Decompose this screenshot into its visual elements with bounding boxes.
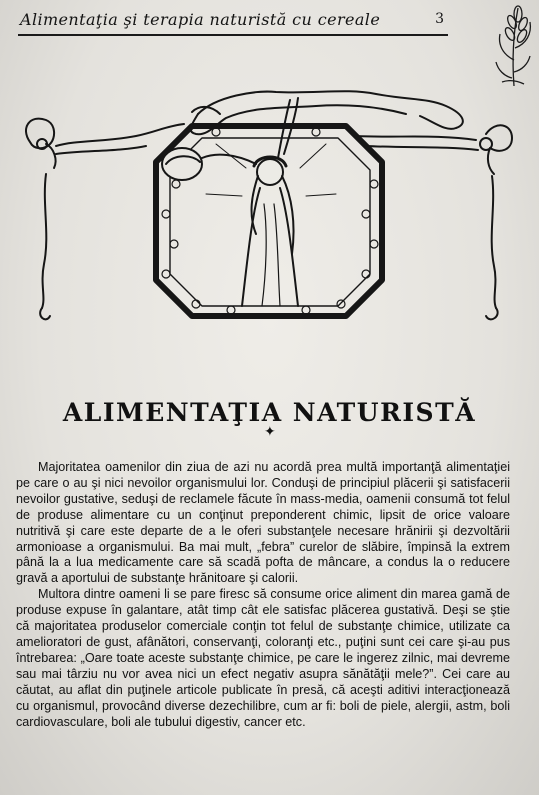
wheat-ear-icon [488, 0, 538, 88]
art-nouveau-illustration [16, 84, 521, 364]
page-header [18, 8, 448, 36]
title-ornament-icon: ✦ [264, 424, 276, 440]
paragraph: Majoritatea oamenilor din ziua de azi nu acordă prea multă importanţă alimentaţiei pe care o au şi nici nevoilor organismului lor. Conduşi de principiul plăcerii şi satisfacerii nevoilor gustative, seduşi de reclamele făcute în mass-media, oamenii consumă tot felul de produse alimentare cu un conţinut preponderent chimic, lipsit de orice valoare nutritivă şi care este departe de a le oferi substanţele necesare hrănirii şi dezvoltării armonioase a organismului. Ba mai mult, „febra” curelor de slăbire, împinsă la extrem până la a lua medicamente care să scadă pofta de mâncare, a condus la o reducere gravă a aportului de substanţe hrănitoare şi calorii. [16, 460, 510, 586]
chapter-title: ALIMENTAŢIA NATURISTĂ [62, 398, 477, 427]
body-text [16, 460, 510, 730]
page-number: 3 [435, 11, 444, 27]
paragraph: Multora dintre oameni li se pare firesc să consume orice aliment din marea gamă de produse expuse în galantare, atât timp cât ele satisfac plăcerea gustativă. Deşi se ştie că majoritatea produselor comerciale conţin tot felul de substanţe chimice, utilizate ca amelioratori de gust, afânători, conservanţi, coloranţi etc., puţini sunt cei care şi-au pus întrebarea: „Oare toate aceste substanţe chimice, pe care le ingerez zilnic, mai devreme sau mai târziu nu vor avea nici un efect negativ asupra sănătăţii mele?”. Cei care au căutat, au aflat din puţinele articole publicate în presă, că aceşti aditivi interacţionează cu organismul, provocând diverse dezechilibre, cum ar fi: boli de piele, alergii, astm, boli cardiovasculare, boli ale tubului digestiv, cancer etc. [16, 587, 510, 729]
running-title: Alimentaţia şi terapia naturistă cu cereale [20, 10, 381, 29]
